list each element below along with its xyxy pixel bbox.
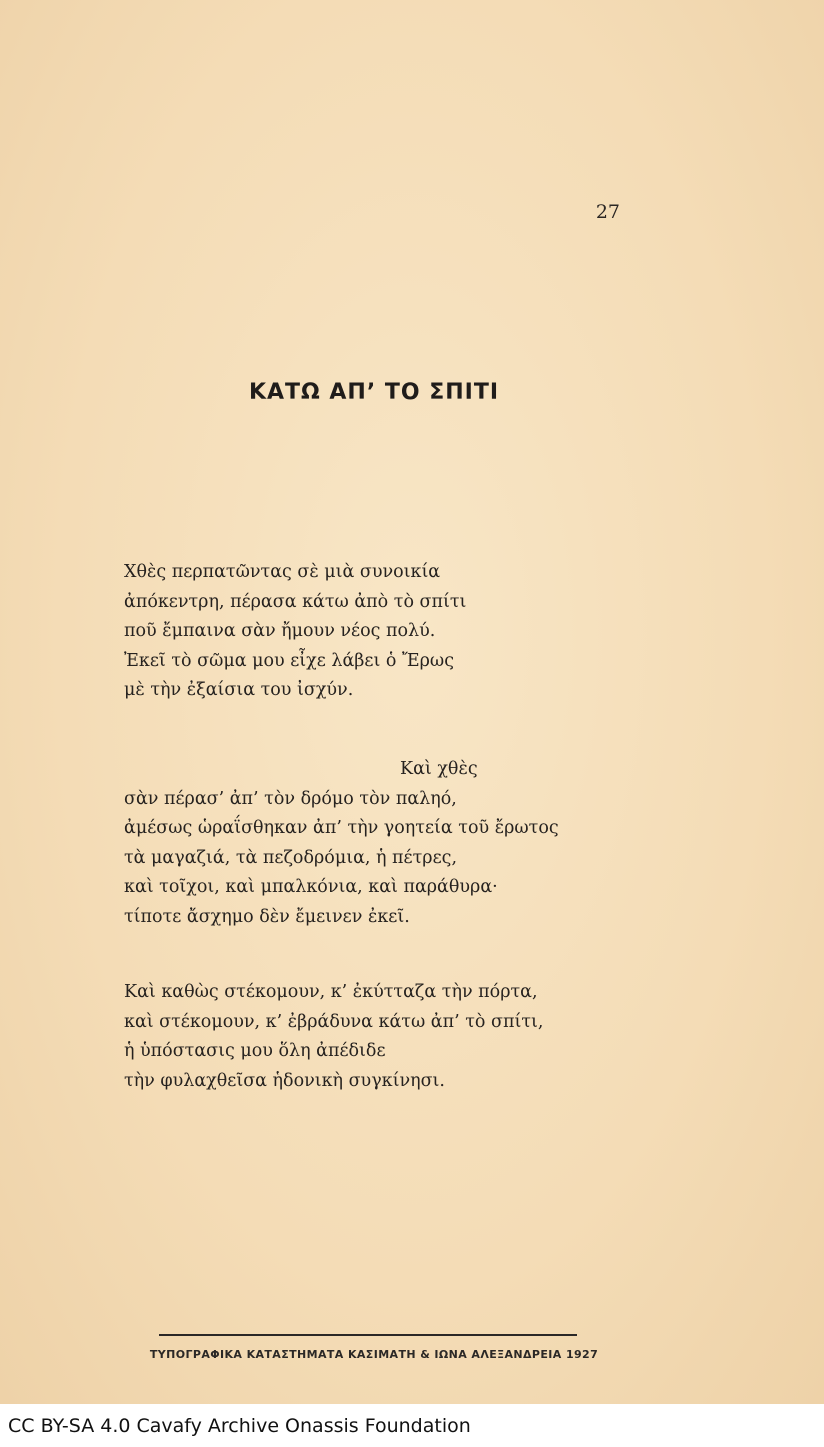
poem-line: τὰ μαγαζιά, τὰ πεζοδρόμια, ἡ πέτρες, bbox=[124, 847, 458, 868]
poem-line: σὰν πέρασ’ ἀπ’ τὸν δρόμο τὸν παληό, bbox=[124, 788, 457, 809]
poem-line: Καὶ καθὼς στέκομουν, κ’ ἐκύτταζα τὴν πόρτα, bbox=[124, 982, 538, 1002]
poem-line: καὶ στέκομουν, κ’ ἐβράδυνα κάτω ἀπ’ τὸ σπίτι, bbox=[124, 1011, 544, 1032]
poem-line: Καὶ χθὲς bbox=[400, 759, 478, 779]
poem-line: ποῦ ἔμπαινα σὰν ἤμουν νέος πολύ. bbox=[124, 621, 436, 641]
poem-line: μὲ τὴν ἐξαίσια του ἰσχύν. bbox=[124, 680, 354, 700]
license-credit: CC BY-SA 4.0 Cavafy Archive Onassis Foundation bbox=[8, 1415, 471, 1437]
poem-title: ΚΑΤΩ ΑΠ’ ΤΟ ΣΠΙΤΙ bbox=[248, 380, 500, 405]
poem-line: ἀπόκεντρη, πέρασα κάτω ἀπὸ τὸ σπίτι bbox=[124, 591, 467, 612]
poem-line: Ἐκεῖ τὸ σῶμα μου εἶχε λάβει ὁ Ἔρως bbox=[124, 650, 454, 671]
poem-line: καὶ τοῖχοι, καὶ μπαλκόνια, καὶ παράθυρα· bbox=[124, 877, 498, 897]
poem-line: ἀμέσως ὡραΐσθηκαν ἀπ’ τὴν γοητεία τοῦ ἔρωτος bbox=[124, 818, 559, 838]
poem-line: τίποτε ἄσχημο δὲν ἔμεινεν ἐκεῖ. bbox=[124, 906, 410, 927]
printer-imprint: ΤΥΠΟΓΡΑΦΙΚΑ ΚΑΤΑΣΤΗΜΑΤΑ ΚΑΣΙΜΑΤΗ & ΙΩΝΑ ΑΛΕΞΑΝΔΡΕΙΑ 1927 bbox=[149, 1348, 599, 1361]
stanza-3 bbox=[124, 978, 543, 1096]
stanza-2 bbox=[124, 755, 559, 932]
credit-bar bbox=[0, 1404, 824, 1447]
poem-line: τὴν φυλαχθεῖσα ἡδονικὴ συγκίνησι. bbox=[124, 1070, 445, 1091]
poem-line: Χθὲς περπατῶντας σὲ μιὰ συνοικία bbox=[124, 562, 441, 582]
footer-divider bbox=[159, 1334, 577, 1336]
page-number: 27 bbox=[595, 201, 620, 223]
poem-line: ἡ ὑπόστασις μου ὅλη ἀπέδιδε bbox=[124, 1041, 386, 1061]
stanza-1 bbox=[124, 558, 466, 706]
